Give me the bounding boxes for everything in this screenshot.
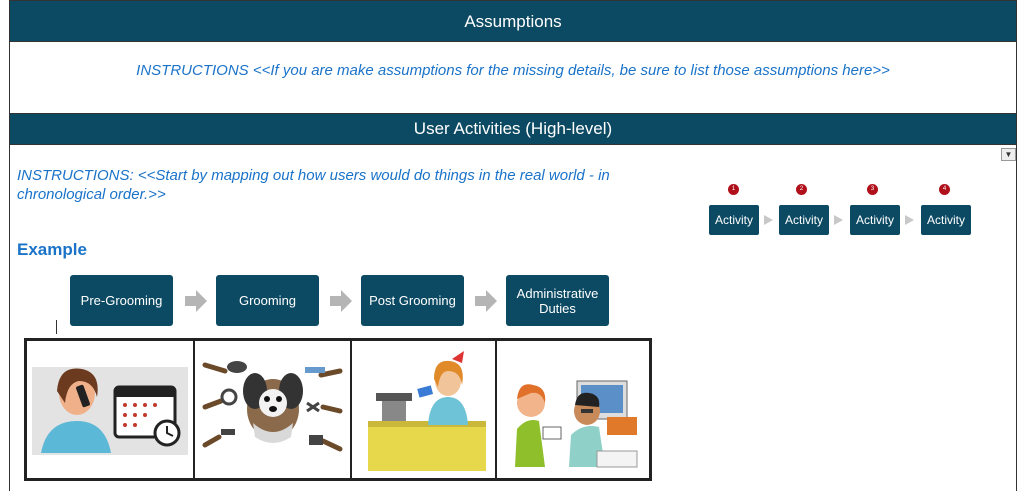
office-workers-illustration [497,341,649,478]
step-badge-1: 1 [728,184,739,195]
example-step-pre-grooming[interactable]: Pre-Grooming [70,275,173,326]
step-badge-3: 3 [867,184,878,195]
assumptions-header: Assumptions [9,0,1017,42]
template-activity-box-4[interactable]: Activity [921,205,971,235]
template-activity-box-3[interactable]: Activity [850,205,900,235]
assumptions-instructions[interactable]: INSTRUCTIONS <<If you are make assumptions for the missing details, be sure to list those assumptions here>> [9,42,1017,113]
example-step-administrative-duties[interactable]: Administrative Duties [506,275,609,326]
arrow-right-icon [330,290,352,312]
template-activity-box-2[interactable]: Activity [779,205,829,235]
illustration-strip [24,338,652,481]
text-cursor [56,320,57,334]
arrow-right-icon [185,290,207,312]
user-activities-instructions[interactable]: INSTRUCTIONS: <<Start by mapping out how users would do things in the real world - in chronological order.>> [17,167,610,203]
cashier-checkout-illustration [352,341,497,478]
example-step-grooming[interactable]: Grooming [216,275,319,326]
step-badge-4: 4 [939,184,950,195]
dog-grooming-tools-illustration [195,341,352,478]
example-title: Example [17,240,87,259]
user-activities-header: User Activities (High-level) [9,113,1017,145]
example-step-post-grooming[interactable]: Post Grooming [361,275,464,326]
step-badge-2: 2 [796,184,807,195]
arrow-right-icon [905,215,914,225]
arrow-right-icon [834,215,843,225]
dropdown-arrow-icon[interactable]: ▼ [1001,148,1016,161]
arrow-right-icon [764,215,773,225]
template-activity-box-1[interactable]: Activity [709,205,759,235]
arrow-right-icon [475,290,497,312]
phone-calendar-illustration [27,341,195,478]
